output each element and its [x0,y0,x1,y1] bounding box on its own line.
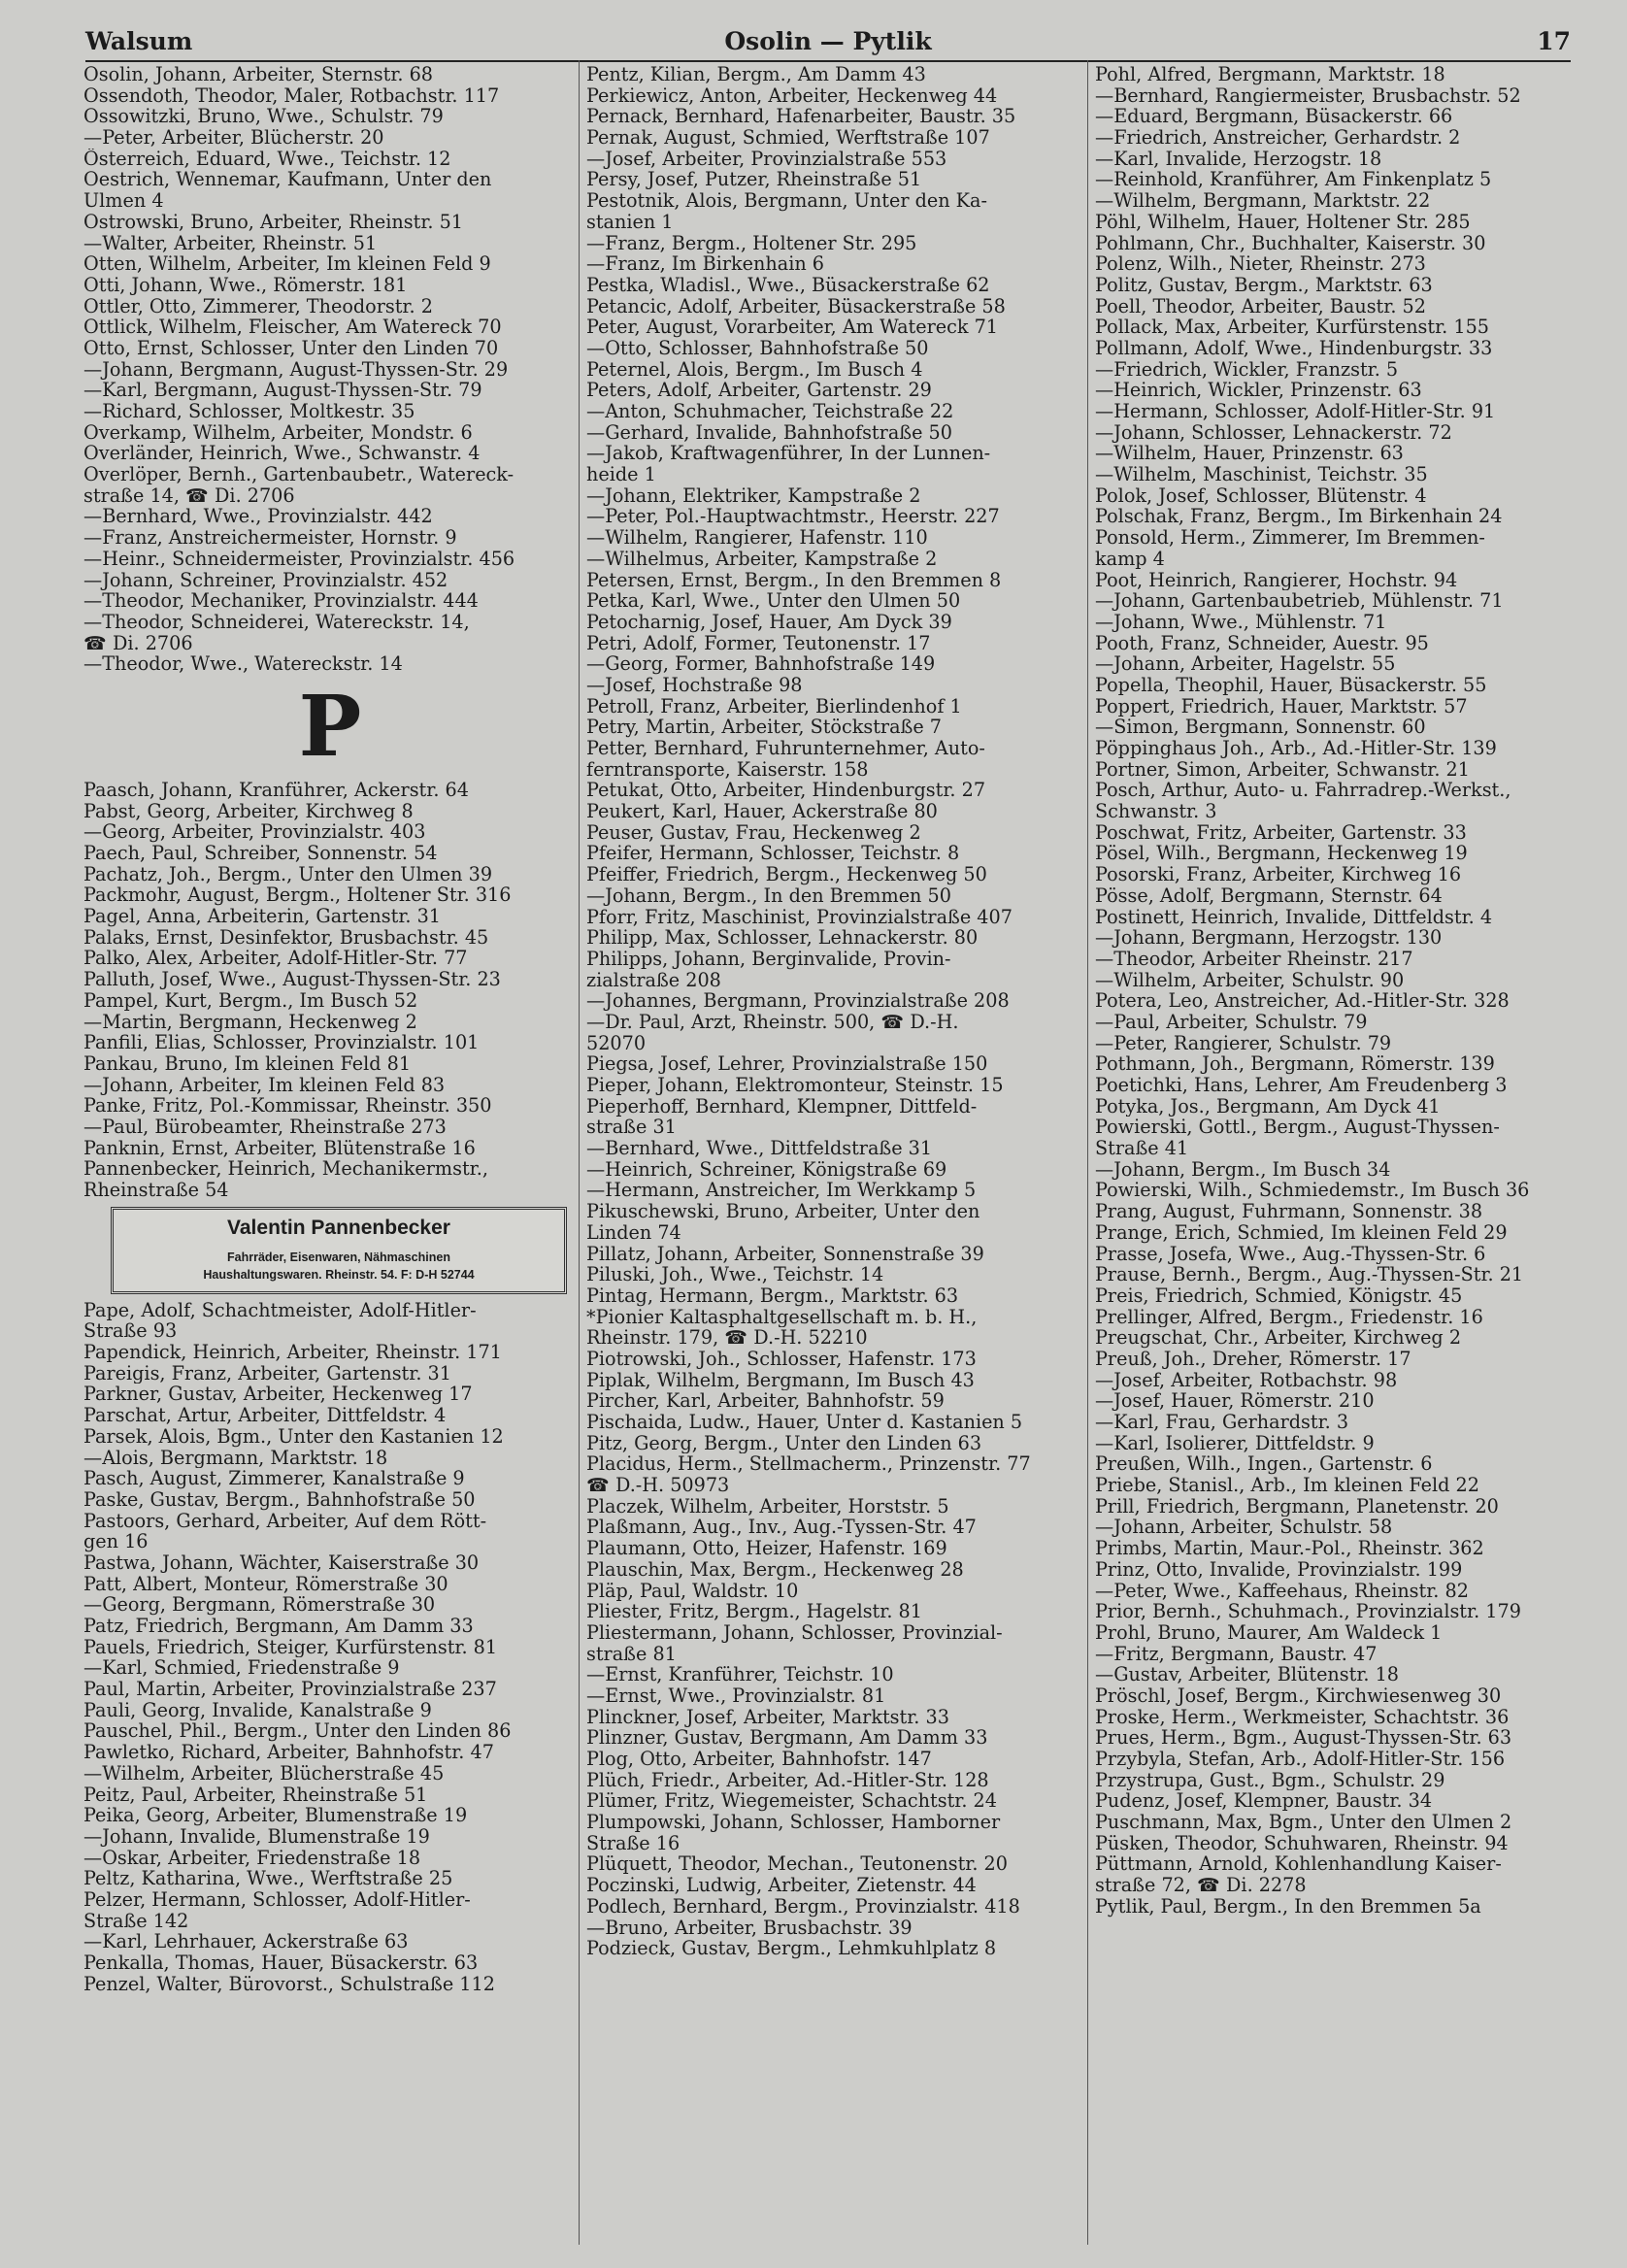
directory-entry: Pooth, Franz, Schneider, Auestr. 95 [1095,632,1429,654]
directory-entry: Peika, Georg, Arbeiter, Blumenstraße 19 [83,1805,468,1826]
directory-entry: Pape, Adolf, Schachtmeister, Adolf-Hitler- [83,1299,477,1321]
directory-entry: Petocharnig, Josef, Hauer, Am Dyck 39 [586,611,952,633]
directory-entry: Prill, Friedrich, Bergmann, Planetenstr. 20 [1095,1495,1499,1518]
directory-entry: Pestka, Wladisl., Wwe., Büsackerstraße 62 [586,274,990,296]
directory-entry: Pestotnik, Alois, Bergmann, Unter den Ka- [586,190,987,212]
directory-entry: Linden 74 [586,1221,681,1244]
directory-entry: Placzek, Wilhelm, Arbeiter, Horststr. 5 [586,1495,949,1518]
page-header [85,21,1571,62]
directory-entry: Prasse, Josefa, Wwe., Aug.-Thyssen-Str. 6 [1095,1243,1486,1265]
entries-p-c [586,64,1079,1959]
directory-entry: —Johann, Invalide, Blumenstraße 19 [83,1825,430,1848]
directory-entry: Österreich, Eduard, Wwe., Teichstr. 12 [83,148,451,170]
directory-entry: Peukert, Karl, Hauer, Ackerstraße 80 [586,801,938,822]
directory-entry: Peters, Adolf, Arbeiter, Gartenstr. 29 [586,380,932,401]
directory-entry: —Theodor, Mechaniker, Provinzialstr. 444 [83,590,479,612]
directory-entry: Plaumann, Otto, Heizer, Hafenstr. 169 [586,1538,947,1559]
directory-entry: Osolin, Johann, Arbeiter, Sternstr. 68 [83,64,434,85]
directory-entry: Petry, Martin, Arbeiter, Stöckstraße 7 [586,717,942,738]
directory-entry: —Bruno, Arbeiter, Brusbachstr. 39 [586,1917,913,1939]
directory-entry: —Johann, Bergmann, August-Thyssen-Str. 29 [83,358,509,381]
directory-entry: Packmohr, August, Bergm., Holtener Str. 316 [83,884,512,907]
directory-entry: Piplak, Wilhelm, Bergmann, Im Busch 43 [586,1369,975,1391]
directory-entry: —Josef, Arbeiter, Provinzialstraße 553 [586,148,947,170]
directory-entry: Primbs, Martin, Maur.-Pol., Rheinstr. 362 [1095,1538,1484,1559]
directory-entry: —Heinrich, Wickler, Prinzenstr. 63 [1095,380,1422,401]
directory-entry: Pampel, Kurt, Bergm., Im Busch 52 [83,989,418,1012]
directory-entry: Priebe, Stanisl., Arb., Im kleinen Feld 22 [1095,1475,1479,1496]
directory-entry: gen 16 [83,1531,149,1552]
directory-entry: Przybyla, Stefan, Arb., Adolf-Hitler-Str. 156 [1095,1749,1506,1770]
directory-entry: Pösse, Adolf, Bergmann, Sternstr. 64 [1095,884,1443,907]
directory-entry: —Josef, Arbeiter, Rotbachstr. 98 [1095,1369,1398,1391]
directory-entry: —Wilhelm, Rangierer, Hafenstr. 110 [586,527,928,549]
directory-entry: —Johannes, Bergmann, Provinzialstraße 208 [586,990,1010,1012]
directory-entry: Prior, Bernh., Schuhmach., Provinzialstr. 179 [1095,1601,1521,1622]
directory-entry: —Dr. Paul, Arzt, Rheinstr. 500, ☎ D.-H. [586,1011,959,1033]
directory-entry: Pöppinghaus Joh., Arb., Ad.-Hitler-Str. 139 [1095,738,1497,759]
directory-entry: Pforr, Fritz, Maschinist, Provinzialstraße 407 [586,906,1013,928]
directory-entry: heide 1 [586,464,656,485]
entries-p-b [83,1300,577,1995]
directory-entry: Pachatz, Joh., Bergm., Unter den Ulmen 39 [83,863,493,885]
directory-entry: —Johann, Schlosser, Lehnackerstr. 72 [1095,421,1452,444]
directory-entry: Paul, Martin, Arbeiter, Provinzialstraße 237 [83,1679,497,1700]
directory-entry: —Ernst, Wwe., Provinzialstr. 81 [586,1684,886,1707]
directory-entry: Pöhl, Wilhelm, Hauer, Holtener Str. 285 [1095,211,1471,233]
column-2 [586,64,1079,1959]
directory-entry: —Georg, Former, Bahnhofstraße 149 [586,653,936,675]
directory-entry: Plog, Otto, Arbeiter, Bahnhofstr. 147 [586,1749,932,1770]
directory-entry: Puschmann, Max, Bgm., Unter den Ulmen 2 [1095,1812,1512,1833]
directory-entry: Pagel, Anna, Arbeiterin, Gartenstr. 31 [83,906,441,927]
directory-entry: —Johann, Arbeiter, Schulstr. 58 [1095,1517,1393,1539]
entries-o [83,64,577,675]
directory-entry: —Gerhard, Invalide, Bahnhofstraße 50 [586,421,952,444]
directory-entry: Pohlmann, Chr., Buchhalter, Kaiserstr. 30 [1095,232,1486,254]
directory-entry: —Johann, Arbeiter, Hagelstr. 55 [1095,653,1396,675]
directory-entry: Parschat, Artur, Arbeiter, Dittfeldstr. 4 [83,1405,447,1426]
directory-entry: Panknin, Ernst, Arbeiter, Blütenstraße 16 [83,1137,476,1159]
directory-entry: ferntransporte, Kaiserstr. 158 [586,758,869,781]
directory-entry: Paske, Gustav, Bergm., Bahnhofstraße 50 [83,1488,476,1511]
directory-entry: Penkalla, Thomas, Hauer, Büsackerstr. 63 [83,1952,479,1974]
directory-entry: Pröschl, Josef, Bergm., Kirchwiesenweg 30 [1095,1684,1502,1707]
directory-entry: Straße 16 [586,1832,681,1854]
directory-entry: Ossowitzki, Bruno, Wwe., Schulstr. 79 [83,106,444,128]
directory-entry: —Jakob, Kraftwagenführer, In der Lunnen- [586,443,991,465]
directory-entry: Petersen, Ernst, Bergm., In den Bremmen 8 [586,569,1002,591]
directory-entry: —Johann, Arbeiter, Im kleinen Feld 83 [83,1074,446,1096]
directory-entry: Pabst, Georg, Arbeiter, Kirchweg 8 [83,800,414,822]
directory-entry: —Fritz, Bergmann, Baustr. 47 [1095,1643,1378,1665]
directory-entry: —Theodor, Schneiderei, Watereckstr. 14, [83,611,470,633]
directory-entry: Pläp, Paul, Waldstr. 10 [586,1580,799,1602]
directory-entry: Pytlik, Paul, Bergm., In den Bremmen 5a [1095,1895,1481,1918]
directory-entry: Potera, Leo, Anstreicher, Ad.-Hitler-Str. 328 [1095,990,1510,1012]
directory-entry: Pawletko, Richard, Arbeiter, Bahnhofstr. 47 [83,1742,494,1763]
directory-entry: Pintag, Hermann, Bergm., Marktstr. 63 [586,1284,959,1307]
directory-entry: Prause, Bernh., Bergm., Aug.-Thyssen-Str. 21 [1095,1264,1524,1285]
directory-entry: Pösel, Wilh., Bergmann, Heckenweg 19 [1095,843,1468,865]
directory-entry: Straße 41 [1095,1138,1189,1159]
directory-entry: Pfeiffer, Friedrich, Bergm., Heckenweg 50 [586,864,987,885]
directory-entry: Pareigis, Franz, Arbeiter, Gartenstr. 31 [83,1362,451,1384]
directory-entry: Pikuschewski, Bruno, Arbeiter, Unter den [586,1201,980,1222]
directory-entry: Palaks, Ernst, Desinfektor, Brusbachstr. 45 [83,926,489,949]
page-number: 17 [1537,27,1571,55]
directory-entry: Pentz, Kilian, Bergm., Am Damm 43 [586,64,926,85]
directory-entry: Petancic, Adolf, Arbeiter, Büsackerstraße 58 [586,295,1006,317]
directory-entry: —Richard, Schlosser, Moltkestr. 35 [83,401,415,422]
directory-entry: Plümer, Fritz, Wiegemeister, Schachtstr. 24 [586,1790,997,1813]
directory-entry: —Paul, Bürobeamter, Rheinstraße 273 [83,1116,447,1138]
directory-entry: Prellinger, Alfred, Bergm., Friedenstr. 16 [1095,1306,1483,1328]
directory-entry: —Johann, Bergmann, Herzogstr. 130 [1095,927,1443,949]
directory-entry: Pasch, August, Zimmerer, Kanalstraße 9 [83,1468,465,1489]
directory-entry: Parkner, Gustav, Arbeiter, Heckenweg 17 [83,1384,473,1406]
entries-p-d [1095,64,1588,1918]
directory-entry: —Paul, Arbeiter, Schulstr. 79 [1095,1011,1368,1033]
directory-entry: Pischaida, Ludw., Hauer, Unter d. Kastanien 5 [586,1412,1023,1433]
directory-entry: Parsek, Alois, Bgm., Unter den Kastanien 12 [83,1425,504,1448]
ad-goods: Fahrräder, Eisenwaren, Nähmaschinen [227,1250,450,1264]
directory-entry: Philipp, Max, Schlosser, Lehnackerstr. 80 [586,927,979,949]
directory-entry: Preugschat, Chr., Arbeiter, Kirchweg 2 [1095,1327,1462,1349]
directory-entry: Popella, Theophil, Hauer, Büsackerstr. 55 [1095,674,1487,696]
directory-entry: —Peter, Rangierer, Schulstr. 79 [1095,1032,1392,1054]
directory-entry: Overlöper, Bernh., Gartenbaubetr., Watereck- [83,464,515,485]
directory-entry: Pannenbecker, Heinrich, Mechanikermstr., [83,1158,488,1180]
directory-entry: Pelzer, Hermann, Schlosser, Adolf-Hitler- [83,1888,471,1911]
directory-entry: —Wilhelm, Hauer, Prinzenstr. 63 [1095,443,1404,465]
directory-entry: —Peter, Arbeiter, Blücherstr. 20 [83,127,384,149]
directory-entry: —Theodor, Arbeiter Rheinstr. 217 [1095,948,1413,970]
directory-entry: ☎ Di. 2706 [83,632,193,654]
directory-entry: Palluth, Josef, Wwe., August-Thyssen-Str. 23 [83,969,501,990]
directory-entry: Plauschin, Max, Bergm., Heckenweg 28 [586,1558,964,1581]
directory-entry: —Theodor, Wwe., Watereckstr. 14 [83,653,403,675]
directory-entry: ☎ D.-H. 50973 [586,1475,730,1496]
directory-entry: Potyka, Jos., Bergmann, Am Dyck 41 [1095,1095,1441,1117]
directory-entry: Pohl, Alfred, Bergmann, Marktstr. 18 [1095,64,1445,85]
directory-entry: Petter, Bernhard, Fuhrunternehmer, Auto- [586,738,985,759]
directory-entry: Pankau, Bruno, Im kleinen Feld 81 [83,1052,412,1075]
directory-entry: Plinzner, Gustav, Bergmann, Am Damm 33 [586,1727,988,1749]
directory-entry: Preuß, Joh., Dreher, Römerstr. 17 [1095,1348,1411,1370]
directory-entry: —Hermann, Anstreicher, Im Werkkamp 5 [586,1180,977,1202]
directory-entry: Pernack, Bernhard, Hafenarbeiter, Baustr. 35 [586,106,1016,128]
directory-entry: Straße 142 [83,1910,189,1932]
directory-entry: Pothmann, Joh., Bergmann, Römerstr. 139 [1095,1053,1495,1075]
directory-entry: Persy, Josef, Putzer, Rheinstraße 51 [586,169,922,191]
directory-entry: —Gustav, Arbeiter, Blütenstr. 18 [1095,1664,1400,1685]
advertisement [111,1207,567,1294]
directory-entry: Pfeifer, Hermann, Schlosser, Teichstr. 8 [586,843,960,865]
directory-entry: stanien 1 [586,211,674,233]
directory-entry: Pieperhoff, Bernhard, Klempner, Dittfeld- [586,1095,978,1117]
directory-entry: Penzel, Walter, Bürovorst., Schulstraße 112 [83,1973,495,1995]
directory-entry: Plüch, Friedr., Arbeiter, Ad.-Hitler-Str. 128 [586,1769,989,1791]
directory-entry: Püttmann, Arnold, Kohlenhandlung Kaiser- [1095,1853,1502,1876]
directory-entry: zialstraße 208 [586,969,721,991]
directory-entry: Poschwat, Fritz, Arbeiter, Gartenstr. 33 [1095,821,1467,844]
directory-entry: —Johann, Bergm., Im Busch 34 [1095,1158,1391,1181]
directory-entry: —Josef, Hochstraße 98 [586,674,803,696]
directory-entry: —Otto, Schlosser, Bahnhofstraße 50 [586,337,929,359]
directory-entry: Peltz, Katharina, Wwe., Werftstraße 25 [83,1868,453,1889]
directory-entry: —Johann, Schreiner, Provinzialstr. 452 [83,569,448,591]
directory-entry: 52070 [586,1032,647,1054]
directory-entry: Petri, Adolf, Former, Teutonenstr. 17 [586,632,931,654]
directory-entry: Prues, Herm., Bgm., August-Thyssen-Str. 63 [1095,1727,1512,1749]
directory-entry: —Reinhold, Kranführer, Am Finkenplatz 5 [1095,169,1492,191]
directory-entry: —Franz, Im Birkenhain 6 [586,253,824,275]
directory-entry: Prange, Erich, Schmied, Im kleinen Feld 29 [1095,1221,1508,1244]
column-divider [579,60,580,2245]
directory-entry: Otti, Johann, Wwe., Römerstr. 181 [83,274,408,296]
directory-entry: Pieper, Johann, Elektromonteur, Steinstr. 15 [586,1075,1004,1096]
directory-entry: Posorski, Franz, Arbeiter, Kirchweg 16 [1095,864,1462,885]
directory-entry: Patz, Friedrich, Bergmann, Am Damm 33 [83,1616,474,1637]
header-range: Osolin — Pytlik [724,27,932,55]
directory-entry: —Johann, Elektriker, Kampstraße 2 [586,484,921,507]
column-3 [1095,64,1588,1918]
directory-entry: Rheinstraße 54 [83,1180,229,1201]
directory-entry: Pauschel, Phil., Bergm., Unter den Linden 86 [83,1720,512,1743]
directory-entry: Pastoors, Gerhard, Arbeiter, Auf dem Rött- [83,1510,487,1532]
directory-entry: Pliester, Fritz, Bergm., Hagelstr. 81 [586,1601,922,1622]
directory-entry: Powierski, Wilh., Schmiedemstr., Im Busch 36 [1095,1180,1530,1202]
ad-business-name: Valentin Pannenbecker [227,1216,450,1239]
directory-entry: Otten, Wilhelm, Arbeiter, Im kleinen Feld 9 [83,253,491,275]
directory-entry: Proske, Herm., Werkmeister, Schachtstr. 36 [1095,1706,1510,1728]
directory-entry: Pernak, August, Schmied, Werftstraße 107 [586,127,990,149]
directory-entry: Peter, August, Vorarbeiter, Am Watereck 71 [586,317,998,338]
directory-entry: —Martin, Bergmann, Heckenweg 2 [83,1011,417,1033]
directory-entry: Pillatz, Johann, Arbeiter, Sonnenstraße 39 [586,1243,984,1265]
directory-entry: —Karl, Isolierer, Dittfeldstr. 9 [1095,1432,1375,1454]
directory-entry: Portner, Simon, Arbeiter, Schwanstr. 21 [1095,758,1470,781]
directory-entry: straße 14, ☎ Di. 2706 [83,484,295,507]
directory-entry: —Eduard, Bergmann, Büsackerstr. 66 [1095,106,1453,128]
directory-entry: Podzieck, Gustav, Bergm., Lehmkuhlplatz 8 [586,1938,997,1959]
directory-entry: Placidus, Herm., Stellmacherm., Prinzenstr. 77 [586,1453,1031,1476]
directory-entry: Prinz, Otto, Invalide, Provinzialstr. 199 [1095,1558,1463,1581]
directory-entry: —Wilhelm, Arbeiter, Blücherstraße 45 [83,1762,445,1784]
directory-entry: —Walter, Arbeiter, Rheinstr. 51 [83,232,378,254]
directory-entry: Pircher, Karl, Arbeiter, Bahnhofstr. 59 [586,1390,945,1412]
directory-entry: Plüquett, Theodor, Mechan., Teutonenstr. 20 [586,1853,1008,1876]
directory-entry: Poetichki, Hans, Lehrer, Am Freudenberg 3 [1095,1075,1508,1096]
directory-entry: Ottler, Otto, Zimmerer, Theodorstr. 2 [83,295,433,317]
directory-entry: Preußen, Wilh., Ingen., Gartenstr. 6 [1095,1453,1433,1476]
directory-entry: —Johann, Bergm., In den Bremmen 50 [586,884,951,907]
directory-entry: Poppert, Friedrich, Hauer, Marktstr. 57 [1095,695,1468,717]
directory-entry: —Georg, Arbeiter, Provinzialstr. 403 [83,821,426,843]
directory-entry: Petukat, Otto, Arbeiter, Hindenburgstr. 27 [586,780,986,802]
directory-entry: —Anton, Schuhmacher, Teichstraße 22 [586,401,954,422]
directory-entry: Papendick, Heinrich, Arbeiter, Rheinstr. 171 [83,1342,502,1363]
directory-entry: —Peter, Wwe., Kaffeehaus, Rheinstr. 82 [1095,1580,1469,1602]
column-1 [83,64,577,1994]
directory-entry: Rheinstr. 179, ☎ D.-H. 52210 [586,1327,868,1349]
directory-entry: Plumpowski, Johann, Schlosser, Hamborner [586,1812,1001,1833]
directory-entry: Plaßmann, Aug., Inv., Aug.-Tyssen-Str. 47 [586,1517,977,1539]
directory-entry: Plinckner, Josef, Arbeiter, Marktstr. 33 [586,1706,949,1728]
directory-entry: Overkamp, Wilhelm, Arbeiter, Mondstr. 6 [83,421,473,444]
directory-entry: —Bernhard, Wwe., Provinzialstr. 442 [83,506,433,528]
directory-entry: —Wilhelm, Arbeiter, Schulstr. 90 [1095,969,1405,991]
directory-entry: Pauels, Friedrich, Steiger, Kurfürstenstr. 81 [83,1636,498,1658]
directory-entry: kamp 4 [1095,548,1165,570]
header-town: Walsum [85,27,193,55]
directory-entry: —Wilhelmus, Arbeiter, Kampstraße 2 [586,548,938,570]
directory-entry: Palko, Alex, Arbeiter, Adolf-Hitler-Str. 77 [83,948,468,970]
directory-entry: Petka, Karl, Wwe., Unter den Ulmen 50 [586,590,961,612]
directory-entry: Paasch, Johann, Kranführer, Ackerstr. 64 [83,779,469,801]
directory-entry: Paech, Paul, Schreiber, Sonnenstr. 54 [83,843,438,864]
entries-p-a [83,780,577,1201]
directory-entry: Poot, Heinrich, Rangierer, Hochstr. 94 [1095,569,1458,591]
directory-entry: —Johann, Gartenbaubetrieb, Mühlenstr. 71 [1095,590,1504,612]
directory-entry: Polok, Josef, Schlosser, Blütenstr. 4 [1095,484,1427,507]
directory-entry: Petroll, Franz, Arbeiter, Bierlindenhof 1 [586,695,962,717]
directory-entry: Panfili, Elias, Schlosser, Provinzialstr. 101 [83,1032,480,1053]
directory-entry: —Heinr., Schneidermeister, Provinzialstr. 456 [83,548,515,570]
directory-entry: Ossendoth, Theodor, Maler, Rotbachstr. 117 [83,84,500,107]
directory-entry: Ulmen 4 [83,190,164,212]
directory-entry: —Simon, Bergmann, Sonnenstr. 60 [1095,717,1426,738]
directory-entry: —Heinrich, Schreiner, Königstraße 69 [586,1158,947,1181]
directory-entry: Pollack, Max, Arbeiter, Kurfürstenstr. 155 [1095,317,1489,338]
directory-entry: Perkiewicz, Anton, Arbeiter, Heckenweg 44 [586,84,998,107]
directory-entry: —Bernhard, Rangiermeister, Brusbachstr. 52 [1095,84,1521,107]
directory-entry: —Karl, Frau, Gerhardstr. 3 [1095,1412,1349,1433]
directory-entry: Piluski, Joh., Wwe., Teichstr. 14 [586,1264,884,1285]
directory-entry: Pitz, Georg, Bergm., Unter den Linden 63 [586,1432,982,1454]
directory-entry: Piotrowski, Joh., Schlosser, Hafenstr. 173 [586,1348,977,1370]
directory-entry: Peternel, Alois, Bergm., Im Busch 4 [586,358,923,381]
column-divider [1087,60,1088,2245]
directory-entry: —Hermann, Schlosser, Adolf-Hitler-Str. 91 [1095,401,1496,422]
directory-entry: Polenz, Wilh., Nieter, Rheinstr. 273 [1095,253,1426,275]
directory-entry: Straße 93 [83,1320,178,1343]
directory-entry: —Karl, Schmied, Friedenstraße 9 [83,1657,400,1680]
directory-entry: Pollmann, Adolf, Wwe., Hindenburgstr. 33 [1095,337,1493,359]
directory-entry: Prang, August, Fuhrmann, Sonnenstr. 38 [1095,1201,1483,1222]
directory-entry: Ponsold, Herm., Zimmerer, Im Bremmen- [1095,527,1485,549]
directory-entry: Powierski, Gottl., Bergm., August-Thyssen- [1095,1117,1500,1139]
directory-entry: —Johann, Wwe., Mühlenstr. 71 [1095,611,1387,633]
directory-entry: —Franz, Anstreichermeister, Hornstr. 9 [83,527,457,549]
directory-entry: Politz, Gustav, Bergm., Marktstr. 63 [1095,274,1433,296]
directory-entry: —Josef, Hauer, Römerstr. 210 [1095,1390,1375,1412]
directory-entry: Pliestermann, Johann, Schlosser, Provinzial- [586,1621,1003,1644]
directory-entry: —Georg, Bergmann, Römerstraße 30 [83,1594,436,1616]
directory-entry: Overländer, Heinrich, Wwe., Schwanstr. 4 [83,443,481,465]
directory-entry: Püsken, Theodor, Schuhwaren, Rheinstr. 94 [1095,1832,1509,1854]
directory-entry: Pudenz, Josef, Klempner, Baustr. 34 [1095,1790,1433,1813]
directory-entry: Preis, Friedrich, Schmied, Königstr. 45 [1095,1284,1463,1307]
directory-entry: —Alois, Bergmann, Marktstr. 18 [83,1447,388,1469]
directory-entry: Poell, Theodor, Arbeiter, Baustr. 52 [1095,295,1426,317]
directory-entry: Poczinski, Ludwig, Arbeiter, Zietenstr. 44 [586,1875,977,1896]
directory-entry: Philipps, Johann, Berginvalide, Provin- [586,948,951,970]
directory-entry: —Karl, Bergmann, August-Thyssen-Str. 79 [83,380,482,401]
directory-entry: straße 81 [586,1643,677,1665]
directory-entry: —Karl, Lehrhauer, Ackerstraße 63 [83,1931,409,1952]
ad-address: Haushaltungswaren. Rheinstr. 54. F: D-H 52744 [203,1267,475,1282]
directory-entry: Ottlick, Wilhelm, Fleischer, Am Watereck 70 [83,317,502,338]
directory-entry: Postinett, Heinrich, Invalide, Dittfeldstr. 4 [1095,906,1493,928]
directory-entry: straße 72, ☎ Di. 2278 [1095,1875,1307,1896]
directory-entry: —Wilhelm, Maschinist, Teichstr. 35 [1095,464,1428,485]
directory-entry: Ostrowski, Bruno, Arbeiter, Rheinstr. 51 [83,211,463,233]
directory-entry: Patt, Albert, Monteur, Römerstraße 30 [83,1573,448,1595]
directory-entry: —Karl, Invalide, Herzogstr. 18 [1095,148,1382,170]
directory-entry: —Peter, Pol.-Hauptwachtmstr., Heerstr. 227 [586,506,1000,528]
directory-entry: Schwanstr. 3 [1095,801,1217,822]
directory-entry: Peitz, Paul, Arbeiter, Rheinstraße 51 [83,1784,428,1806]
directory-entry: straße 31 [586,1117,677,1139]
directory-entry: Przystrupa, Gust., Bgm., Schulstr. 29 [1095,1769,1445,1791]
directory-entry: Polschak, Franz, Bergm., Im Birkenhain 24 [1095,506,1503,528]
directory-entry: Pauli, Georg, Invalide, Kanalstraße 9 [83,1699,432,1721]
directory-entry: Pastwa, Johann, Wächter, Kaiserstraße 30 [83,1551,480,1574]
directory-entry: —Friedrich, Anstreicher, Gerhardstr. 2 [1095,127,1461,149]
directory-entry: Oestrich, Wennemar, Kaufmann, Unter den [83,169,492,191]
directory-entry: —Oskar, Arbeiter, Friedenstraße 18 [83,1847,421,1869]
section-initial: P [298,677,362,776]
directory-entry: Peuser, Gustav, Frau, Heckenweg 2 [586,821,921,844]
directory-entry: —Bernhard, Wwe., Dittfeldstraße 31 [586,1138,933,1159]
directory-entry: Prohl, Bruno, Maurer, Am Waldeck 1 [1095,1621,1443,1644]
directory-entry: Panke, Fritz, Pol.-Kommissar, Rheinstr. 350 [83,1095,492,1117]
directory-entry: —Ernst, Kranführer, Teichstr. 10 [586,1664,894,1685]
directory-entry: *Pionier Kaltasphaltgesellschaft m. b. H., [586,1306,978,1328]
directory-entry: Otto, Ernst, Schlosser, Unter den Linden 70 [83,337,499,359]
directory-entry: —Wilhelm, Bergmann, Marktstr. 22 [1095,190,1431,212]
directory-entry: Podlech, Bernhard, Bergm., Provinzialstr. 418 [586,1895,1020,1918]
directory-entry: Posch, Arthur, Auto- u. Fahrradrep.-Werkst., [1095,780,1511,802]
directory-entry: Piegsa, Josef, Lehrer, Provinzialstraße 150 [586,1053,988,1075]
directory-entry: —Franz, Bergm., Holtener Str. 295 [586,232,917,254]
directory-entry: —Friedrich, Wickler, Franzstr. 5 [1095,358,1399,381]
